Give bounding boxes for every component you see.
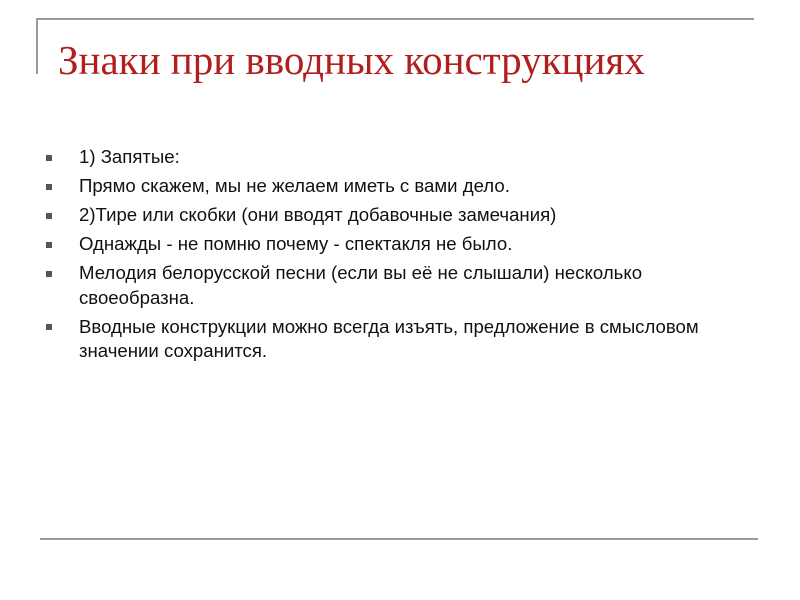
bullet-item xyxy=(46,315,746,364)
bullet-item xyxy=(46,203,746,228)
bullet-item xyxy=(46,232,746,257)
bullet-text: Прямо скажем, мы не желаем иметь с вами дело. xyxy=(79,175,510,196)
square-bullet-icon xyxy=(46,184,52,190)
square-bullet-icon xyxy=(46,271,52,277)
slide-title: Знаки при вводных конструкциях xyxy=(58,37,645,83)
bullet-text: Вводные конструкции можно всегда изъять, предложение в смысловом значении сохранится. xyxy=(79,315,699,361)
square-bullet-icon xyxy=(46,213,52,219)
bullet-text: 2)Тире или скобки (они вводят добавочные замечания) xyxy=(79,204,557,225)
bottom-rule xyxy=(40,538,758,540)
bullet-text: Однажды - не помню почему - спектакля не было. xyxy=(79,233,513,254)
top-rule xyxy=(36,18,754,20)
bullet-text: 1) Запятые: xyxy=(79,146,180,167)
bullet-item xyxy=(46,145,746,170)
bullet-item xyxy=(46,174,746,199)
square-bullet-icon xyxy=(46,155,52,161)
square-bullet-icon xyxy=(46,324,52,330)
left-rule xyxy=(36,18,38,74)
square-bullet-icon xyxy=(46,242,52,248)
bullet-list xyxy=(46,145,746,368)
bullet-text: Мелодия белорусской песни (если вы её не слышали) несколько своеобразна. xyxy=(79,262,643,308)
bullet-item xyxy=(46,261,746,310)
